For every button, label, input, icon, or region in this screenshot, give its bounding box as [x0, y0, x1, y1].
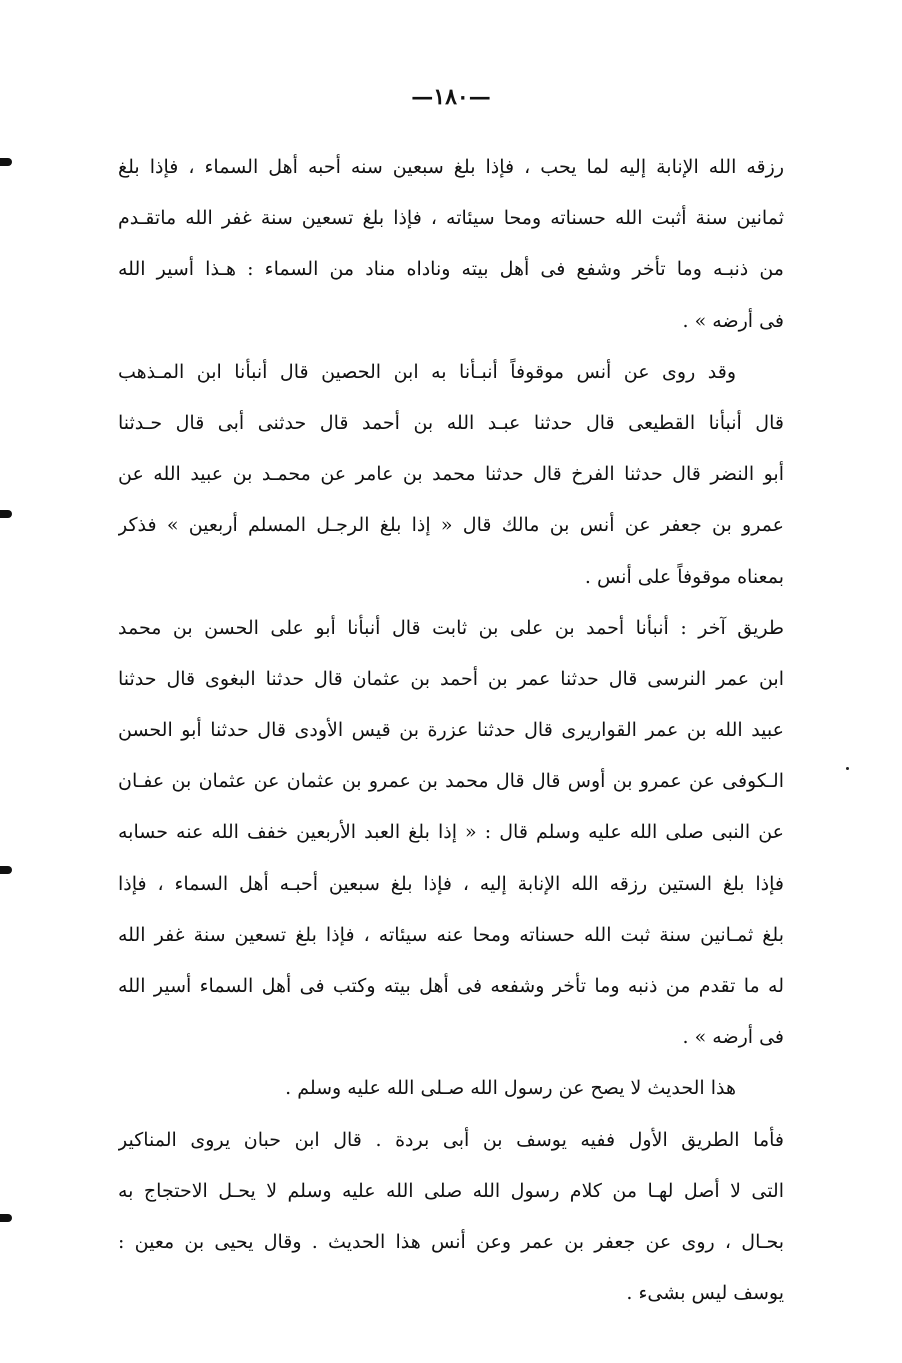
text-line: عمرو بن جعفر عن أنس بن مالك قال « إذا بلغ الرجـل المسلم أربعين » فذكر [118, 514, 784, 537]
text-line: ثمانين سنة أثبت الله حسناته ومحا سيئاته ، فإذا بلغ تسعين سنة غفر الله ماتقـدم [118, 207, 784, 230]
text-line: وقد روى عن أنس موقوفاً أنبـأنا به ابن الحصين قال أنبأنا ابن المـذهب [118, 360, 736, 383]
margin-mark [0, 158, 12, 166]
text-block [118, 142, 784, 1319]
text-line: رزقه الله الإنابة إليه لما يحب ، فإذا بلغ سبعين سنه أحبه أهل السماء ، فإذا بلغ [118, 156, 784, 178]
text-line: له ما تقدم من ذنبه وما تأخر وشفعه فى أهل بيته وكتب فى أهل السماء أسير الله [118, 975, 784, 997]
text-line: فأما الطريق الأول ففيه يوسف بن أبى بردة . قال ابن حبان يروى المناكير [118, 1128, 784, 1151]
text-line: فى أرضه » . [682, 309, 784, 332]
margin-mark [0, 866, 12, 874]
text-line: فى أرضه » . [682, 1026, 784, 1049]
text-line: فإذا بلغ الستين رزقه الله الإنابة إليه ، فإذا بلغ سبعين أحبـه أهل السماء ، فإذا [118, 872, 784, 895]
text-line: من ذنبـه وما تأخر وشفع فى أهل بيته وناداه مناد من السماء : هـذا أسير الله [118, 258, 784, 281]
text-line: ابن عمر النرسى قال حدثنا عمر بن أحمد بن عثمان قال حدثنا البغوى قال حدثنا [118, 667, 784, 690]
text-line: التى لا أصل لهـا من كلام رسول الله صلى الله عليه وسلم لا يحـل الاحتجاج به [118, 1179, 784, 1202]
text-line: بمعناه موقوفاً على أنس . [584, 565, 784, 588]
text-line: أبو النضر قال حدثنا الفرخ قال حدثنا محمد بن عامر عن محمـد بن عبيد الله عن [118, 463, 784, 486]
text-line: عن النبى صلى الله عليه وسلم قال : « إذا بلغ العبد الأربعين خفف الله عنه حسابه [118, 821, 784, 844]
text-line: طريق آخر : أنبأنا أحمد بن على بن ثابت قال أنبأنا أبو على الحسن بن محمد [118, 616, 784, 639]
scan-speck [846, 767, 849, 770]
margin-mark [0, 1214, 12, 1222]
text-line: بحـال ، روى عن جعفر بن عمر وعن أنس هذا الحديث . وقال يحيى بن معين : [118, 1230, 784, 1253]
text-line: قال أنبأنا القطيعى قال حدثنا عبـد الله بن أحمد قال حدثنى أبى قال حـدثنا [118, 411, 784, 434]
text-line: يوسف ليس بشىء . [626, 1282, 784, 1305]
margin-mark [0, 510, 12, 518]
text-line: عبيد الله بن عمر القواريرى قال حدثنا عزرة بن قيس الأودى قال حدثنا أبو الحسن [118, 719, 784, 742]
text-line: بلغ ثمـانين سنة ثبت الله حسناته ومحا عنه سيئاته ، فإذا بلغ تسعين سنة غفر الله [118, 923, 784, 946]
page-number: —١٨٠— [411, 84, 491, 110]
text-line: الـكوفى عن عمرو بن أوس قال قال محمد بن عمرو بن عثمان عن عثمان بن عفـان [118, 770, 784, 793]
text-line: هذا الحديث لا يصح عن رسول الله صـلى الله عليه وسلم . [285, 1077, 736, 1100]
